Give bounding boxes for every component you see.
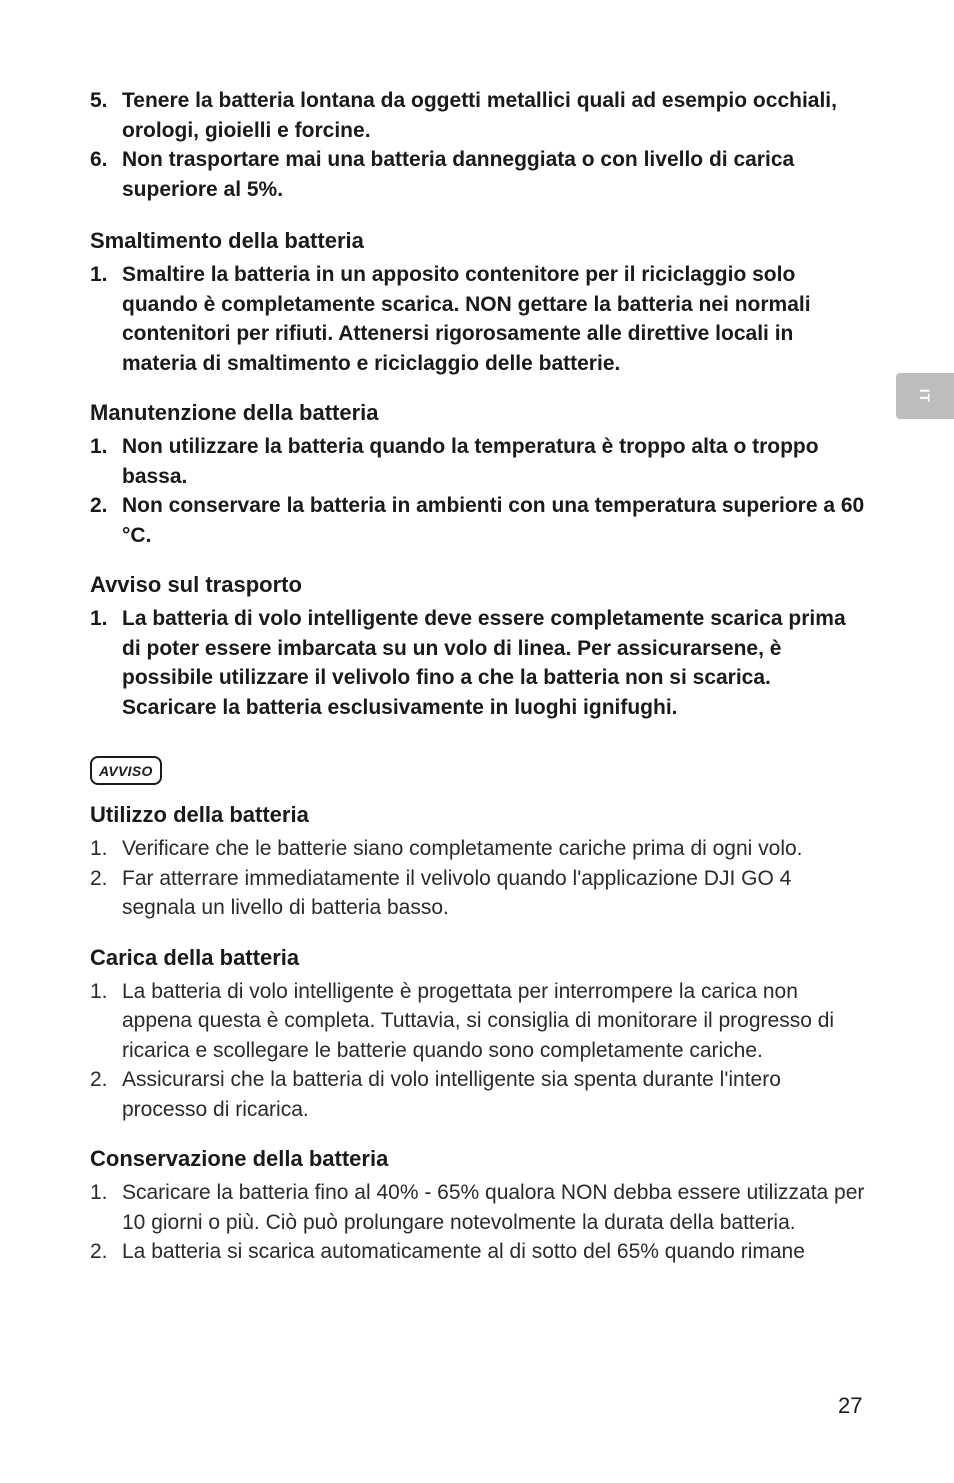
list-item-text: Far atterrare immediatamente il velivolo quando l'applicazione DJI GO 4 segnala un livello di batteria basso.: [122, 866, 792, 919]
list-item-number: 2.: [90, 1068, 108, 1091]
list-item-text: La batteria si scarica automaticamente al di sotto del 65% quando rimane: [122, 1240, 805, 1263]
list-item-text: La batteria di volo intelligente deve essere completamente scarica prima di poter essere imbarcata su un volo di linea. Per assicurarsene, è possibile utilizzare il velivolo fino a che la batteria non si scarica. Scaricare la batteria esclusivamente in luoghi ignifughi.: [122, 607, 846, 719]
list-item-text: Non trasportare mai una batteria danneggiata o con livello di carica superiore al 5%.: [122, 148, 795, 201]
page-number: 27: [838, 1393, 863, 1418]
section-warnings-continued: [90, 86, 870, 204]
list-item: [90, 86, 870, 145]
list-item-number: 1.: [90, 263, 108, 286]
language-tab: [896, 373, 954, 419]
list-item-number: 5.: [90, 89, 108, 112]
list-item-text: Tenere la batteria lontana da oggetti metallici quali ad esempio occhiali, orologi, gioielli e forcine.: [122, 89, 837, 142]
list-item-number: 1.: [90, 837, 108, 860]
list-item: [90, 977, 870, 1066]
section-heading: Smaltimento della batteria: [90, 228, 364, 253]
list-item-number: 1.: [90, 435, 108, 458]
list-item-number: 2.: [90, 1240, 108, 1263]
section-heading: Manutenzione della batteria: [90, 400, 379, 425]
list-item: [90, 432, 870, 491]
page-content: [90, 86, 870, 1267]
list-item: [90, 491, 870, 550]
list-item-text: Scaricare la batteria fino al 40% - 65% qualora NON debba essere utilizzata per 10 giorni o più. Ciò può prolungare notevolmente la durata della batteria.: [122, 1181, 865, 1234]
section-carica: [90, 977, 870, 1125]
list-item-number: 6.: [90, 148, 108, 171]
list-item: [90, 834, 870, 864]
section-manutenzione: [90, 432, 870, 550]
list-item-number: 1.: [90, 607, 108, 630]
list-item: [90, 145, 870, 204]
notice-badge-wrap: [90, 756, 870, 786]
list-item: [90, 1237, 870, 1267]
list-item: [90, 1065, 870, 1124]
list-item-number: 1.: [90, 1181, 108, 1204]
language-tab-label: IT: [917, 388, 933, 404]
list-item: [90, 260, 870, 378]
section-heading: Avviso sul trasporto: [90, 572, 302, 597]
section-heading: Utilizzo della batteria: [90, 802, 309, 827]
section-conservazione: [90, 1178, 870, 1267]
list-item-text: La batteria di volo intelligente è progettata per interrompere la carica non appena questa è completa. Tuttavia, si consiglia di monitorare il progresso di ricarica e scollegare le batterie quando sono completamente cariche.: [122, 979, 835, 1062]
list-item-text: Non utilizzare la batteria quando la temperatura è troppo alta o troppo bassa.: [122, 435, 819, 488]
list-item-text: Verificare che le batterie siano completamente cariche prima di ogni volo.: [122, 837, 803, 860]
list-item: [90, 1178, 870, 1237]
list-item: [90, 604, 870, 722]
list-item-text: Assicurarsi che la batteria di volo intelligente sia spenta durante l'intero processo di ricarica.: [122, 1068, 781, 1121]
list-item-number: 2.: [90, 494, 108, 517]
list-item-number: 2.: [90, 866, 108, 890]
section-trasporto: [90, 604, 870, 722]
section-heading: Conservazione della batteria: [90, 1146, 389, 1171]
section-utilizzo: [90, 834, 870, 923]
list-item-number: 1.: [90, 979, 108, 1003]
list-item-text: Smaltire la batteria in un apposito contenitore per il riciclaggio solo quando è completamente scarica. NON gettare la batteria nei normali contenitori per rifiuti. Attenersi rigorosamente alle direttive locali in materia di smaltimento e riciclaggio delle batterie.: [122, 263, 811, 375]
section-heading: Carica della batteria: [90, 944, 300, 970]
section-smaltimento: [90, 260, 870, 378]
list-item: [90, 864, 870, 923]
list-item-text: Non conservare la batteria in ambienti con una temperatura superiore a 60 °C.: [122, 494, 865, 547]
notice-badge: AVVISO: [90, 756, 162, 785]
